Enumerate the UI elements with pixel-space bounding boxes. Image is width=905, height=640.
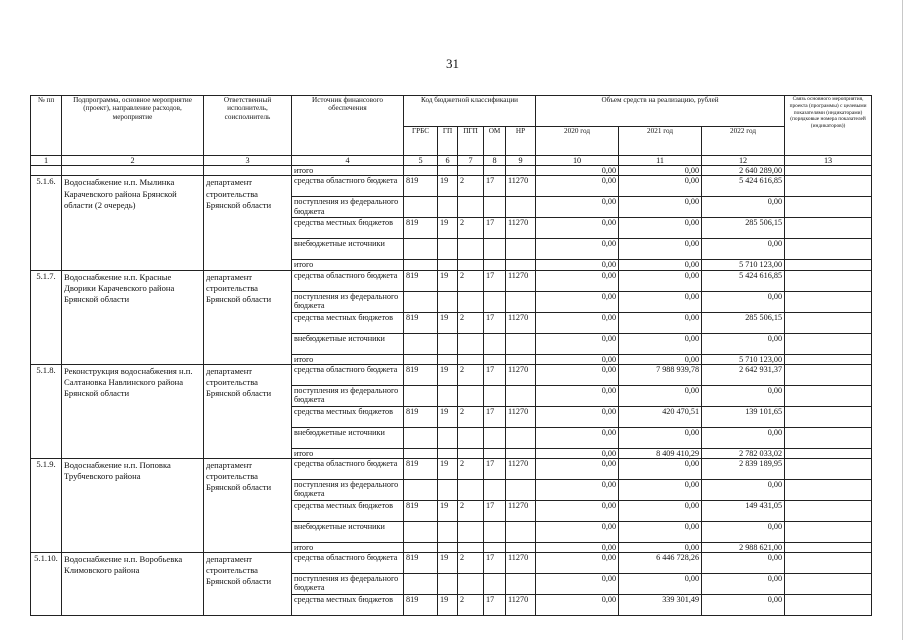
item-number: 5.1.8. [31, 364, 62, 458]
source-cell: итого [292, 166, 404, 176]
code-nr [506, 479, 536, 500]
source-cell: внебюджетные источники [292, 427, 404, 448]
value-2022: 2 782 033,02 [702, 448, 785, 458]
header-code-col: ОМ [484, 127, 506, 156]
code-gp: 19 [438, 595, 458, 616]
value-2022: 5 424 616,85 [702, 176, 785, 197]
page-edge-line [902, 0, 903, 640]
header-col-number: 8 [484, 156, 506, 166]
value-2020: 0,00 [536, 176, 619, 197]
value-2020: 0,00 [536, 427, 619, 448]
value-2022: 285 506,15 [702, 218, 785, 239]
value-2022: 0,00 [702, 291, 785, 312]
code-pgp [458, 574, 484, 595]
code-grbs: 819 [404, 176, 438, 197]
code-pgp [458, 333, 484, 354]
link-cell [785, 333, 872, 354]
header-code-col: НР [506, 127, 536, 156]
link-cell [785, 542, 872, 552]
source-cell: внебюджетные источники [292, 333, 404, 354]
value-2020: 0,00 [536, 574, 619, 595]
value-2020: 0,00 [536, 595, 619, 616]
code-pgp [458, 354, 484, 364]
code-nr: 11270 [506, 553, 536, 574]
header-col-number: 5 [404, 156, 438, 166]
header-source: Источник финансового обеспечения [292, 96, 404, 156]
link-cell [785, 218, 872, 239]
code-om: 17 [484, 312, 506, 333]
code-gp [438, 239, 458, 260]
code-om [484, 354, 506, 364]
source-cell: поступления из федерального бюджета [292, 574, 404, 595]
value-2020: 0,00 [536, 218, 619, 239]
value-2021: 0,00 [619, 197, 702, 218]
code-nr: 11270 [506, 458, 536, 479]
code-pgp: 2 [458, 406, 484, 427]
value-2020: 0,00 [536, 166, 619, 176]
code-grbs: 819 [404, 364, 438, 385]
header-no: № пп [31, 96, 62, 156]
code-grbs [404, 479, 438, 500]
code-pgp: 2 [458, 458, 484, 479]
header-program: Подпрограмма, основное мероприятие (проект), направление расходов, мероприятие [62, 96, 204, 156]
code-grbs: 819 [404, 500, 438, 521]
code-gp [438, 479, 458, 500]
code-gp: 19 [438, 312, 458, 333]
financing-table [30, 95, 872, 616]
item-number: 5.1.6. [31, 176, 62, 270]
value-2020: 0,00 [536, 385, 619, 406]
code-grbs: 819 [404, 553, 438, 574]
link-cell [785, 479, 872, 500]
code-gp [438, 291, 458, 312]
value-2022: 0,00 [702, 479, 785, 500]
code-pgp: 2 [458, 270, 484, 291]
code-grbs: 819 [404, 270, 438, 291]
code-gp [438, 333, 458, 354]
link-cell [785, 260, 872, 270]
link-cell [785, 500, 872, 521]
code-gp: 19 [438, 176, 458, 197]
page-number: 31 [446, 56, 459, 71]
code-grbs [404, 427, 438, 448]
source-cell: средства областного бюджета [292, 176, 404, 197]
code-om [484, 239, 506, 260]
code-grbs [404, 239, 438, 260]
header-col-number: 10 [536, 156, 619, 166]
value-2022: 0,00 [702, 427, 785, 448]
item-name: Реконструкция водоснабжения н.п. Салтановка Навлинского района Брянской области [62, 364, 204, 458]
code-pgp: 2 [458, 218, 484, 239]
source-cell: средства местных бюджетов [292, 218, 404, 239]
link-cell [785, 595, 872, 616]
header-link: Связь основного мероприятия, проекта (программы) с целевыми показателями (индикаторами) (порядковые номера показателей (индикаторов)) [785, 96, 872, 156]
empty-cell [484, 166, 506, 176]
value-2020: 0,00 [536, 239, 619, 260]
value-2021: 0,00 [619, 427, 702, 448]
source-cell: поступления из федерального бюджета [292, 385, 404, 406]
code-pgp [458, 542, 484, 552]
source-cell: итого [292, 354, 404, 364]
value-2022: 0,00 [702, 385, 785, 406]
table-row [31, 176, 872, 197]
source-cell: средства областного бюджета [292, 364, 404, 385]
code-grbs: 819 [404, 218, 438, 239]
code-om [484, 479, 506, 500]
source-cell: итого [292, 260, 404, 270]
header-col-number: 12 [702, 156, 785, 166]
header-col-number: 4 [292, 156, 404, 166]
value-2020: 0,00 [536, 197, 619, 218]
code-gp [438, 385, 458, 406]
code-om [484, 385, 506, 406]
value-2022: 2 988 621,00 [702, 542, 785, 552]
item-number: 5.1.7. [31, 270, 62, 364]
code-gp [438, 354, 458, 364]
code-pgp [458, 291, 484, 312]
link-cell [785, 239, 872, 260]
code-pgp [458, 239, 484, 260]
code-om: 17 [484, 406, 506, 427]
code-nr: 11270 [506, 500, 536, 521]
code-grbs [404, 542, 438, 552]
header-volume: Объем средств на реализацию, рублей [536, 96, 785, 127]
code-grbs [404, 197, 438, 218]
table-row [31, 364, 872, 385]
code-gp: 19 [438, 458, 458, 479]
header-col-number: 2 [62, 156, 204, 166]
code-pgp [458, 197, 484, 218]
code-gp [438, 427, 458, 448]
value-2022: 285 506,15 [702, 312, 785, 333]
source-cell: средства областного бюджета [292, 458, 404, 479]
code-pgp: 2 [458, 176, 484, 197]
value-2020: 0,00 [536, 406, 619, 427]
table-row [31, 270, 872, 291]
value-2022: 5 424 616,85 [702, 270, 785, 291]
value-2022: 0,00 [702, 595, 785, 616]
value-2021: 0,00 [619, 166, 702, 176]
item-name: Водоснабжение н.п. Воробьевка Климовского района [62, 553, 204, 616]
code-om [484, 521, 506, 542]
code-nr [506, 333, 536, 354]
link-cell [785, 270, 872, 291]
code-grbs: 819 [404, 406, 438, 427]
value-2021: 0,00 [619, 260, 702, 270]
source-cell: поступления из федерального бюджета [292, 291, 404, 312]
value-2022: 0,00 [702, 553, 785, 574]
value-2022: 2 839 189,95 [702, 458, 785, 479]
code-pgp: 2 [458, 364, 484, 385]
header-col-number: 13 [785, 156, 872, 166]
item-executor: департамент строительства Брянской области [204, 553, 292, 616]
table-row [31, 458, 872, 479]
code-nr: 11270 [506, 218, 536, 239]
value-2020: 0,00 [536, 521, 619, 542]
source-cell: поступления из федерального бюджета [292, 479, 404, 500]
code-om: 17 [484, 364, 506, 385]
header-executor: Ответственный исполнитель, соисполнитель [204, 96, 292, 156]
header-code-col: ПГП [458, 127, 484, 156]
code-gp: 19 [438, 406, 458, 427]
item-executor: департамент строительства Брянской области [204, 364, 292, 458]
header-year-col: 2022 год [702, 127, 785, 156]
source-cell: средства местных бюджетов [292, 500, 404, 521]
value-2022: 139 101,65 [702, 406, 785, 427]
code-gp: 19 [438, 364, 458, 385]
header-col-number: 3 [204, 156, 292, 166]
code-gp: 19 [438, 218, 458, 239]
code-grbs [404, 333, 438, 354]
code-nr [506, 521, 536, 542]
code-nr [506, 574, 536, 595]
value-2020: 0,00 [536, 458, 619, 479]
header-code-col: ГРБС [404, 127, 438, 156]
item-name: Водоснабжение н.п. Красные Дворики Карачевского района Брянской области [62, 270, 204, 364]
header-col-number: 9 [506, 156, 536, 166]
header-budget-code: Код бюджетной классификации [404, 96, 536, 127]
code-gp [438, 448, 458, 458]
code-gp [438, 521, 458, 542]
code-pgp [458, 479, 484, 500]
value-2022: 149 431,05 [702, 500, 785, 521]
code-nr: 11270 [506, 406, 536, 427]
link-cell [785, 574, 872, 595]
code-grbs: 819 [404, 595, 438, 616]
code-nr [506, 354, 536, 364]
value-2020: 0,00 [536, 479, 619, 500]
code-pgp: 2 [458, 553, 484, 574]
link-cell [785, 312, 872, 333]
value-2020: 0,00 [536, 260, 619, 270]
value-2022: 0,00 [702, 333, 785, 354]
link-cell [785, 385, 872, 406]
value-2021: 0,00 [619, 354, 702, 364]
value-2022: 0,00 [702, 521, 785, 542]
code-gp [438, 574, 458, 595]
value-2020: 0,00 [536, 333, 619, 354]
value-2022: 2 642 931,37 [702, 364, 785, 385]
value-2021: 0,00 [619, 218, 702, 239]
empty-cell [506, 166, 536, 176]
code-grbs [404, 448, 438, 458]
code-om [484, 542, 506, 552]
code-gp [438, 260, 458, 270]
item-number: 5.1.9. [31, 458, 62, 552]
code-nr [506, 427, 536, 448]
value-2020: 0,00 [536, 354, 619, 364]
value-2020: 0,00 [536, 448, 619, 458]
value-2020: 0,00 [536, 542, 619, 552]
code-nr [506, 260, 536, 270]
value-2020: 0,00 [536, 312, 619, 333]
code-gp: 19 [438, 553, 458, 574]
code-nr: 11270 [506, 312, 536, 333]
value-2021: 8 409 410,29 [619, 448, 702, 458]
value-2021: 0,00 [619, 312, 702, 333]
code-gp [438, 542, 458, 552]
value-2021: 0,00 [619, 458, 702, 479]
code-om: 17 [484, 595, 506, 616]
empty-cell [458, 166, 484, 176]
source-cell: средства местных бюджетов [292, 406, 404, 427]
code-pgp [458, 385, 484, 406]
value-2021: 0,00 [619, 542, 702, 552]
source-cell: средства областного бюджета [292, 553, 404, 574]
value-2020: 0,00 [536, 553, 619, 574]
value-2021: 0,00 [619, 385, 702, 406]
value-2020: 0,00 [536, 364, 619, 385]
header-col-number: 11 [619, 156, 702, 166]
code-pgp: 2 [458, 312, 484, 333]
link-cell [785, 521, 872, 542]
item-name: Водоснабжение н.п. Мылинка Карачевского района Брянской области (2 очередь) [62, 176, 204, 270]
code-om [484, 197, 506, 218]
code-pgp: 2 [458, 595, 484, 616]
empty-cell [438, 166, 458, 176]
code-om: 17 [484, 458, 506, 479]
empty-cell [31, 166, 62, 176]
code-nr: 11270 [506, 176, 536, 197]
value-2021: 0,00 [619, 500, 702, 521]
value-2021: 0,00 [619, 291, 702, 312]
item-number: 5.1.10. [31, 553, 62, 616]
link-cell [785, 448, 872, 458]
value-2020: 0,00 [536, 291, 619, 312]
source-cell: поступления из федерального бюджета [292, 197, 404, 218]
value-2020: 0,00 [536, 270, 619, 291]
value-2021: 0,00 [619, 479, 702, 500]
code-grbs [404, 574, 438, 595]
value-2021: 0,00 [619, 333, 702, 354]
value-2022: 5 710 123,00 [702, 260, 785, 270]
source-cell: средства местных бюджетов [292, 595, 404, 616]
code-nr [506, 385, 536, 406]
link-cell [785, 354, 872, 364]
value-2021: 7 988 939,78 [619, 364, 702, 385]
source-cell: средства местных бюджетов [292, 312, 404, 333]
code-om: 17 [484, 553, 506, 574]
code-pgp [458, 521, 484, 542]
header-year-col: 2020 год [536, 127, 619, 156]
value-2021: 0,00 [619, 270, 702, 291]
code-om [484, 427, 506, 448]
value-2020: 0,00 [536, 500, 619, 521]
value-2021: 0,00 [619, 574, 702, 595]
code-nr [506, 239, 536, 260]
link-cell [785, 291, 872, 312]
code-gp: 19 [438, 270, 458, 291]
code-nr: 11270 [506, 364, 536, 385]
code-nr [506, 542, 536, 552]
header-code-col: ГП [438, 127, 458, 156]
code-grbs [404, 385, 438, 406]
item-executor: департамент строительства Брянской области [204, 176, 292, 270]
value-2022: 0,00 [702, 239, 785, 260]
code-om [484, 448, 506, 458]
value-2021: 6 446 728,26 [619, 553, 702, 574]
code-om: 17 [484, 176, 506, 197]
header-col-number: 7 [458, 156, 484, 166]
code-grbs [404, 260, 438, 270]
code-nr: 11270 [506, 270, 536, 291]
link-cell [785, 406, 872, 427]
header-year-col: 2021 год [619, 127, 702, 156]
code-om: 17 [484, 500, 506, 521]
value-2021: 0,00 [619, 176, 702, 197]
value-2022: 2 640 289,00 [702, 166, 785, 176]
source-cell: итого [292, 448, 404, 458]
code-om: 17 [484, 218, 506, 239]
value-2021: 0,00 [619, 239, 702, 260]
empty-cell [62, 166, 204, 176]
code-nr [506, 291, 536, 312]
code-grbs: 819 [404, 312, 438, 333]
code-nr [506, 448, 536, 458]
code-grbs [404, 354, 438, 364]
value-2022: 0,00 [702, 197, 785, 218]
code-gp [438, 197, 458, 218]
code-nr: 11270 [506, 595, 536, 616]
header-col-number: 1 [31, 156, 62, 166]
code-om [484, 574, 506, 595]
value-2022: 0,00 [702, 574, 785, 595]
empty-cell [785, 166, 872, 176]
code-grbs: 819 [404, 458, 438, 479]
empty-cell [404, 166, 438, 176]
source-cell: внебюджетные источники [292, 521, 404, 542]
item-executor: департамент строительства Брянской области [204, 270, 292, 364]
link-cell [785, 197, 872, 218]
code-om: 17 [484, 270, 506, 291]
link-cell [785, 364, 872, 385]
code-pgp: 2 [458, 500, 484, 521]
link-cell [785, 553, 872, 574]
value-2022: 5 710 123,00 [702, 354, 785, 364]
code-om [484, 260, 506, 270]
value-2021: 339 301,49 [619, 595, 702, 616]
code-grbs [404, 291, 438, 312]
item-name: Водоснабжение н.п. Поповка Трубчевского района [62, 458, 204, 552]
link-cell [785, 427, 872, 448]
code-pgp [458, 448, 484, 458]
link-cell [785, 458, 872, 479]
source-cell: внебюджетные источники [292, 239, 404, 260]
link-cell [785, 176, 872, 197]
code-nr [506, 197, 536, 218]
value-2021: 0,00 [619, 521, 702, 542]
table-row [31, 553, 872, 574]
value-2021: 420 470,51 [619, 406, 702, 427]
source-cell: итого [292, 542, 404, 552]
code-pgp [458, 427, 484, 448]
header-col-number: 6 [438, 156, 458, 166]
empty-cell [204, 166, 292, 176]
code-pgp [458, 260, 484, 270]
code-gp: 19 [438, 500, 458, 521]
source-cell: средства областного бюджета [292, 270, 404, 291]
code-grbs [404, 521, 438, 542]
code-om [484, 291, 506, 312]
item-executor: департамент строительства Брянской области [204, 458, 292, 552]
code-om [484, 333, 506, 354]
table-row [31, 166, 872, 176]
